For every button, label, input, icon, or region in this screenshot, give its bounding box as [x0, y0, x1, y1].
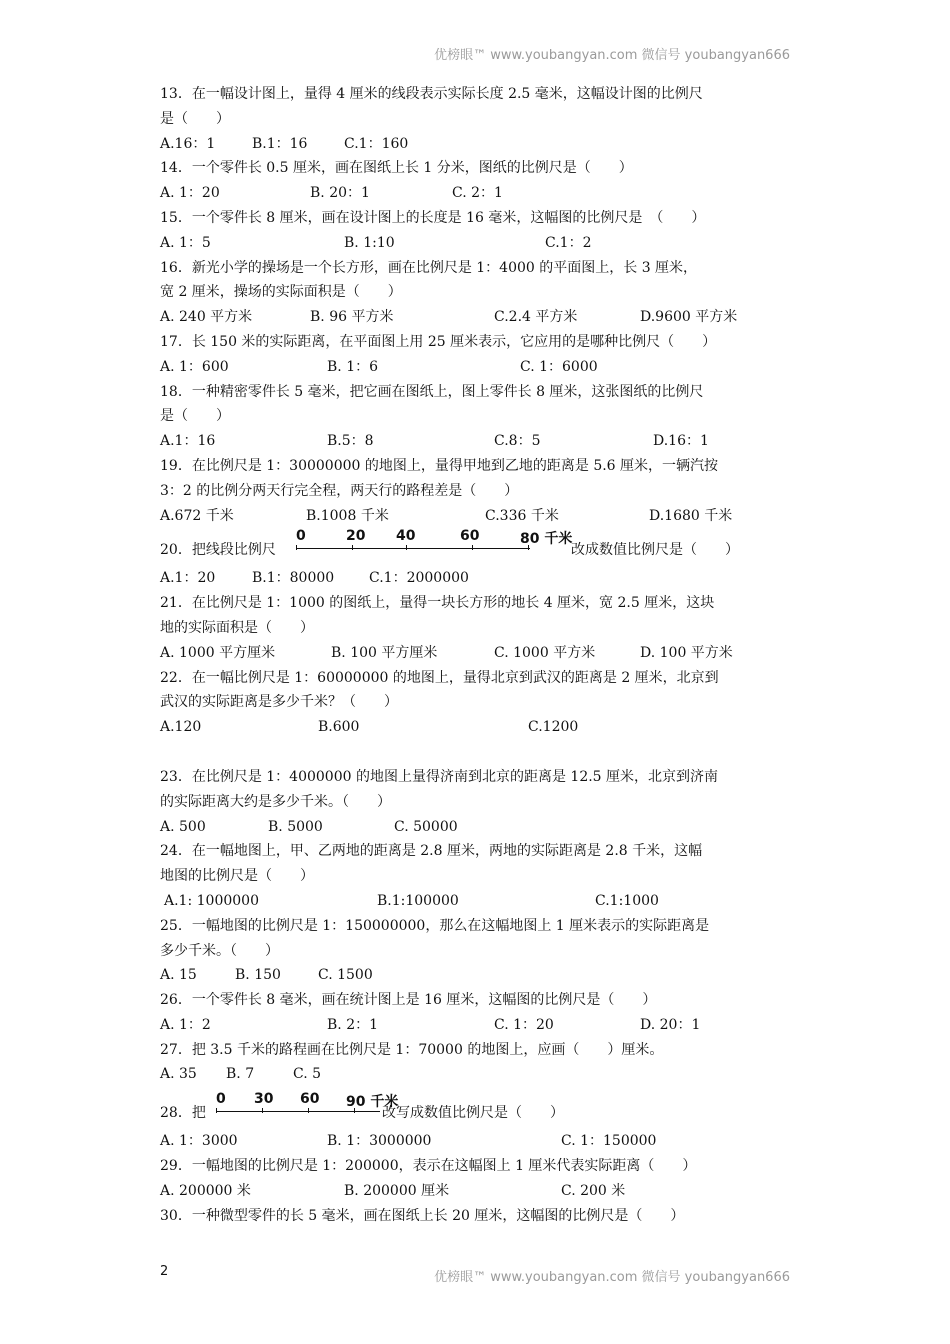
question-13 [160, 82, 800, 156]
question-21 [160, 591, 800, 665]
scale-label: 0 [216, 1091, 226, 1108]
question-text: 26．一个零件长 8 毫米，画在统计图上是 16 厘米，这幅图的比例尺是（ ） [160, 992, 657, 1009]
option-c[interactable]: C.336 千米 [485, 507, 559, 524]
option-c[interactable]: C. 5 [293, 1066, 322, 1083]
options-row [160, 963, 800, 988]
option-c[interactable]: C.1：2000000 [369, 570, 469, 587]
question-text-with-scale [160, 1091, 800, 1129]
scale-tick [296, 545, 297, 550]
option-a[interactable]: A.672 千米 [160, 507, 234, 524]
question-text: 30．一种微型零件的长 5 毫米，画在图纸上长 20 厘米，这幅图的比例尺是（ ） [160, 1207, 685, 1224]
option-b[interactable]: B. 1：6 [327, 358, 379, 375]
option-c[interactable]: C.1:1000 [595, 892, 659, 909]
option-a[interactable]: A. 1：5 [160, 234, 211, 251]
option-b[interactable]: B. 200000 厘米 [344, 1182, 450, 1199]
scale-label: 60 [460, 528, 480, 545]
options-row [160, 355, 800, 380]
question-27 [160, 1038, 800, 1088]
question-text: 武汉的实际距离是多少千米？（ ） [160, 694, 398, 711]
question-text: 18．一种精密零件长 5 毫米，把它画在图纸上，图上零件长 8 厘米，这张图纸的比例尺 [160, 383, 704, 400]
question-22 [160, 666, 800, 740]
option-c[interactable]: C.8：5 [494, 433, 541, 450]
option-b[interactable]: B. 2：1 [327, 1016, 379, 1033]
question-text: 宽 2 厘米，操场的实际面积是（ ） [160, 284, 402, 301]
scale-label: 90 千米 [346, 1094, 399, 1111]
scale-tick [472, 545, 473, 550]
option-a[interactable]: A. 1：2 [160, 1016, 211, 1033]
question-text: 21．在比例尺是 1：1000 的图纸上，量得一块长方形的地长 4 厘米，宽 2.5 厘米，这块 [160, 595, 715, 612]
question-list [160, 82, 800, 1228]
options-row [160, 231, 800, 256]
question-text: 多少千米。（ ） [160, 942, 279, 959]
options-row [160, 1062, 800, 1087]
question-text: 改成数值比例尺是（ ） [571, 542, 739, 559]
question-15 [160, 206, 800, 256]
option-b[interactable]: B. 1:10 [344, 234, 395, 251]
question-24 [160, 839, 800, 913]
question-text: 19．在比例尺是 1：30000000 的地图上，量得甲地到乙地的距离是 5.6 厘米，一辆汽按 [160, 457, 719, 474]
line-scale-ruler [296, 528, 573, 558]
option-c[interactable]: C. 200 米 [561, 1182, 626, 1199]
option-c[interactable]: C. 1500 [318, 967, 373, 984]
option-b[interactable]: B. 5000 [268, 818, 323, 835]
option-b[interactable]: B.600 [318, 719, 360, 736]
scale-tick [352, 545, 353, 550]
scale-label: 30 [254, 1091, 274, 1108]
option-b[interactable]: B.1:100000 [377, 892, 459, 909]
option-b[interactable]: B. 1：3000000 [327, 1133, 432, 1150]
question-28 [160, 1091, 800, 1154]
watermark-header: 优榜眼™ www.youbangyan.com 微信号 youbangyan666 [434, 48, 790, 63]
option-a[interactable]: A.16：1 [160, 135, 216, 152]
question-text: 29．一幅地图的比例尺是 1：200000，表示在这幅图上 1 厘米代表实际距离（ ） [160, 1158, 697, 1175]
scale-bar [216, 1111, 380, 1112]
option-a[interactable]: A. 15 [160, 967, 197, 984]
scale-tick [406, 545, 407, 550]
scale-label: 0 [296, 528, 306, 545]
option-d[interactable]: D. 20：1 [640, 1016, 701, 1033]
line-scale-ruler [216, 1091, 399, 1121]
option-c[interactable]: C.1200 [528, 719, 579, 736]
options-row [160, 815, 800, 840]
question-text: 23．在比例尺是 1：4000000 的地图上量得济南到北京的距离是 12.5 厘米，北京到济南 [160, 768, 719, 785]
option-a[interactable]: A. 35 [160, 1066, 197, 1083]
scale-label: 80 千米 [520, 531, 573, 548]
question-23 [160, 765, 800, 839]
option-c[interactable]: C. 1：6000 [520, 358, 598, 375]
question-text: 是（ ） [160, 110, 230, 127]
option-d[interactable]: D.9600 平方米 [640, 309, 738, 326]
options-row [160, 889, 800, 914]
options-row [160, 181, 800, 206]
question-text: 20．把线段比例尺 [160, 542, 276, 559]
page-number: 2 [160, 1264, 169, 1279]
question-text: 24．在一幅地图上，甲、乙两地的距离是 2.8 厘米，两地的实际距离是 2.8 千米，这幅 [160, 843, 703, 860]
question-text: 地的实际面积是（ ） [160, 619, 314, 636]
option-c[interactable]: C. 50000 [394, 818, 458, 835]
question-text: 3：2 的比例分两天行完全程，两天行的路程差是（ ） [160, 482, 519, 499]
option-a[interactable]: A. 200000 米 [160, 1182, 251, 1199]
question-25 [160, 914, 800, 988]
option-a[interactable]: A.1：16 [160, 433, 216, 450]
option-a[interactable]: A. 1：20 [160, 185, 220, 202]
option-a[interactable]: A.120 [160, 719, 202, 736]
question-16 [160, 256, 800, 330]
option-b[interactable]: B. 150 [235, 967, 281, 984]
option-d[interactable]: D. 100 平方米 [640, 644, 733, 661]
question-18 [160, 380, 800, 454]
scale-label: 60 [300, 1091, 320, 1108]
options-row [160, 429, 800, 454]
options-row [160, 1129, 800, 1154]
option-c[interactable]: C.2.4 平方米 [494, 309, 578, 326]
question-text: 14．一个零件长 0.5 厘米，画在图纸上长 1 分米，图纸的比例尺是（ ） [160, 160, 633, 177]
scale-label: 20 [346, 528, 366, 545]
scale-tick [216, 1108, 217, 1113]
option-d[interactable]: D.1680 千米 [649, 507, 733, 524]
option-a[interactable]: A. 1：3000 [160, 1133, 238, 1150]
question-30 [160, 1204, 800, 1229]
option-b[interactable]: B. 100 平方厘米 [331, 644, 438, 661]
question-19 [160, 454, 800, 528]
option-b[interactable]: B. 20：1 [310, 185, 370, 202]
question-text: 25．一幅地图的比例尺是 1：150000000，那么在这幅地图上 1 厘米表示的实际距离是 [160, 917, 710, 934]
option-b[interactable]: B. 96 平方米 [310, 309, 394, 326]
option-b[interactable]: B. 7 [226, 1066, 255, 1083]
option-c[interactable]: C. 2：1 [452, 185, 503, 202]
option-c[interactable]: C. 1000 平方米 [494, 644, 596, 661]
option-a[interactable]: A. 500 [160, 818, 206, 835]
options-row [160, 715, 800, 740]
option-a[interactable]: A.1：20 [160, 570, 216, 587]
option-a[interactable]: A. 1：600 [160, 358, 229, 375]
question-text-with-scale [160, 528, 800, 566]
question-29 [160, 1154, 800, 1204]
option-d[interactable]: D.16：1 [653, 433, 709, 450]
option-b[interactable]: B.1：80000 [252, 570, 335, 587]
option-c[interactable]: C.1：160 [344, 135, 409, 152]
option-b[interactable]: B.1：16 [252, 135, 308, 152]
question-20 [160, 528, 800, 591]
options-row [160, 1013, 800, 1038]
option-b[interactable]: B.1008 千米 [306, 507, 389, 524]
scale-tick [308, 1108, 309, 1113]
question-text: 是（ ） [160, 408, 230, 425]
scale-label: 40 [396, 528, 416, 545]
option-c[interactable]: C. 1：20 [494, 1016, 554, 1033]
scale-bar [296, 548, 530, 549]
option-a[interactable]: A.1: 1000000 [164, 892, 259, 909]
options-row [160, 132, 800, 157]
option-c[interactable]: C. 1：150000 [561, 1133, 657, 1150]
question-text: 改写成数值比例尺是（ ） [382, 1105, 564, 1122]
options-row [160, 1179, 800, 1204]
options-row [160, 641, 800, 666]
option-b[interactable]: B.5：8 [327, 433, 374, 450]
watermark-footer: 优榜眼™ www.youbangyan.com 微信号 youbangyan666 [434, 1270, 790, 1285]
options-row [160, 504, 800, 529]
question-text: 27．把 3.5 千米的路程画在比例尺是 1：70000 的地图上，应画（ ）厘米。 [160, 1041, 664, 1058]
question-text: 28．把 [160, 1105, 206, 1122]
scale-tick [262, 1108, 263, 1113]
question-text: 的实际距离大约是多少千米。（ ） [160, 793, 391, 810]
option-a[interactable]: A. 240 平方米 [160, 309, 253, 326]
question-text: 16．新光小学的操场是一个长方形，画在比例尺是 1：4000 的平面图上，长 3 厘米， [160, 259, 698, 276]
question-text: 17．长 150 米的实际距离，在平面图上用 25 厘米表示，它应用的是哪种比例尺（ ） [160, 333, 717, 350]
question-text: 15．一个零件长 8 厘米，画在设计图上的长度是 16 毫米，这幅图的比例尺是 （ ） [160, 209, 706, 226]
question-text: 22．在一幅比例尺是 1：60000000 的地图上，量得北京到武汉的距离是 2 厘米，北京到 [160, 669, 719, 686]
option-c[interactable]: C.1：2 [545, 234, 592, 251]
question-text: 13．在一幅设计图上，量得 4 厘米的线段表示实际长度 2.5 毫米，这幅设计图的比例尺 [160, 86, 703, 102]
question-17 [160, 330, 800, 380]
question-text: 地图的比例尺是（ ） [160, 868, 314, 885]
spacer [160, 740, 800, 765]
options-row [160, 566, 800, 591]
question-26 [160, 988, 800, 1038]
question-14 [160, 156, 800, 206]
option-a[interactable]: A. 1000 平方厘米 [160, 644, 276, 661]
options-row [160, 305, 800, 330]
